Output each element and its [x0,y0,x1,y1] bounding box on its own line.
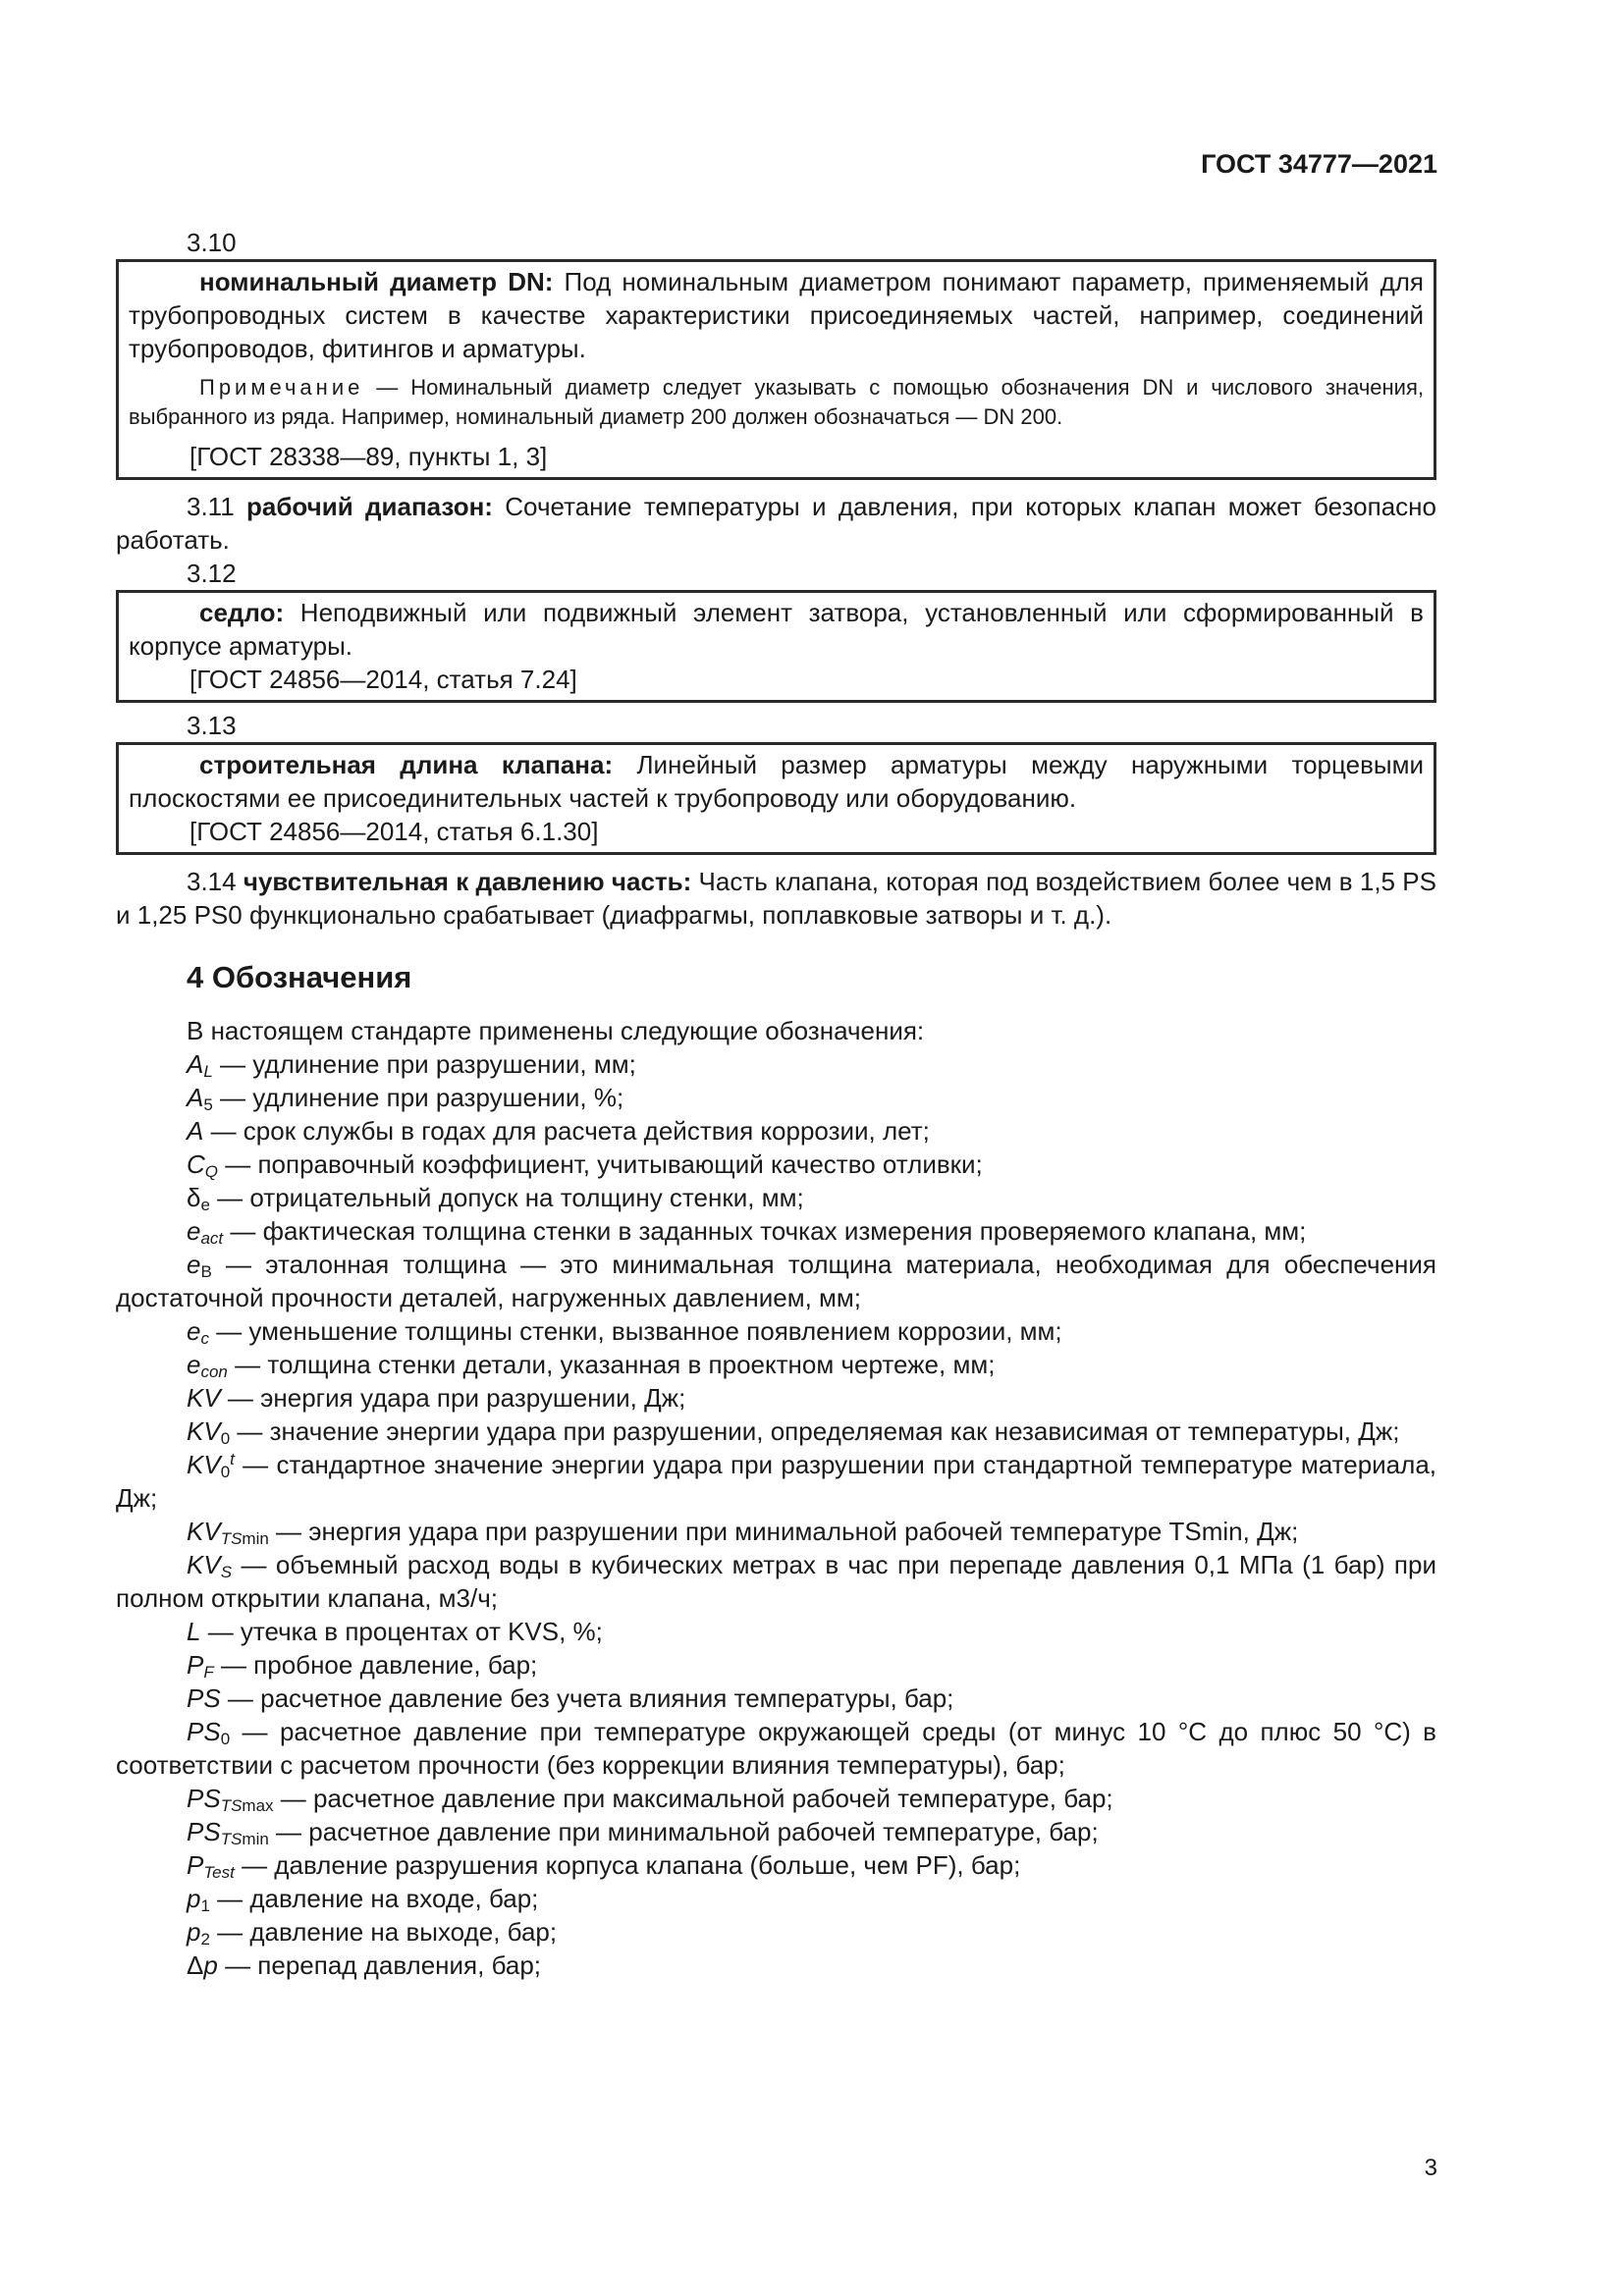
symbol-notation: $A_5$ [187,1083,213,1114]
symbol-notation: PS [187,1683,221,1713]
symbol-item [116,1415,1436,1448]
clause-number-3-10: 3.10 [187,228,237,257]
symbol-notation: L [187,1617,201,1646]
symbol-description: — срок службы в годах для расчета действия коррозии, лет; [203,1116,930,1146]
symbol-notation: KV [187,1383,221,1413]
clause-box-3-12 [116,590,1436,703]
symbol-item [116,1882,1436,1915]
symbol-description: — расчетное давление при минимальной рабочей температуре, бар; [268,1817,1099,1846]
symbol-notation: $e_{con}$ [187,1350,228,1381]
symbol-item [116,1314,1436,1348]
symbol-notation: $e_{act}$ [187,1216,224,1248]
symbol-notation: $A_L$ [187,1049,213,1081]
symbol-notation: $p_2$ [187,1917,210,1949]
symbol-description: — фактическая толщина стенки в заданных точках измерения проверяемого клапана, мм; [223,1216,1307,1246]
symbol-description: — уменьшение толщины стенки, вызванное появлением коррозии, мм; [208,1316,1062,1346]
symbol-description: — значение энергии удара при разрушении, определяемая как независимая от температуры, Дж; [230,1416,1400,1446]
definition-text: Линейный размер арматуры между наружными торцевыми плоскостями ее присоединительных частей к трубопроводу или оборудованию. [129,750,1424,813]
clause-reference: [ГОСТ 24856—2014, статья 7.24] [189,665,577,694]
page-number: 3 [1424,2155,1437,2181]
clause-definition-3-10 [129,265,1424,365]
symbol-notation: $P_{Test}$ [187,1850,235,1882]
symbol-description: — эталонная толщина — это минимальная толщина материала, необходимая для обеспечения достаточной прочности деталей, нагруженных давлением, мм; [116,1250,1436,1312]
symbol-item [116,1515,1436,1548]
symbol-description: — энергия удара при разрушении при минимальной рабочей температуре TSmin, Дж; [268,1517,1299,1546]
symbol-item [116,1348,1436,1381]
section-intro: В настоящем стандарте применены следующие обозначения: [187,1016,925,1045]
clause-number-3-13: 3.13 [187,711,237,740]
symbol-description: — пробное давление, бар; [213,1650,538,1680]
clause-number-3-14: 3.14 [187,867,237,896]
symbol-notation: $e_c$ [187,1316,209,1348]
symbol-notation: A [187,1116,204,1146]
symbol-item [116,1915,1436,1949]
symbol-notation: $PS_{TSmin}$ [187,1817,269,1848]
clause-definition-3-13 [129,748,1424,815]
symbol-description: — расчетное давление без учета влияния температуры, бар; [220,1683,954,1713]
symbol-description: — объемный расход воды в кубических метрах в час при перепаде давления 0,1 МПа (1 бар) при полном открытии клапана, м3/ч; [116,1550,1436,1613]
symbol-notation: Δp [187,1950,218,1980]
clause-box-3-13 [116,742,1436,855]
symbol-item [116,1815,1436,1848]
symbol-description: — удлинение при разрушении, %; [212,1083,624,1112]
symbol-item [116,1081,1436,1114]
symbol-description: — энергия удара при разрушении, Дж; [220,1383,686,1413]
symbol-notation: $PS_{TSmax}$ [187,1784,274,1815]
note-text: — Номинальный диаметр следует указывать с помощью обозначения DN и числового значения, выбранного из ряда. Например, номинальный диаметр 200 должен обозначаться — DN 200. [129,375,1424,429]
clause-note [129,373,1424,432]
symbol-description: — поправочный коэффициент, учитывающий качество отливки; [218,1149,983,1179]
symbol-item [116,1782,1436,1815]
symbol-notation: $PS_0$ [187,1717,231,1748]
document-header-code: ГОСТ 34777—2021 [1201,149,1437,179]
symbol-item [116,1214,1436,1248]
clause-term: седло: [199,598,285,627]
symbol-description: — утечка в процентах от KVS, %; [200,1617,603,1646]
symbol-notation: $KV_{TSmin}$ [187,1517,269,1548]
symbol-item [116,1448,1436,1515]
note-label: Примечание [199,375,364,400]
clause-number-3-11: 3.11 [187,492,235,521]
symbol-notation: $KV_0^t$ [187,1450,235,1481]
clause-definition-3-12 [129,596,1424,663]
clause-box-3-10 [116,259,1436,480]
clause-reference: [ГОСТ 24856—2014, статья 6.1.30] [189,817,599,846]
symbol-notation: $KV_0$ [187,1416,231,1448]
symbol-notation: $p_1$ [187,1884,210,1915]
definition-text: Сочетание температуры и давления, при которых клапан может безопасно работать. [116,492,1436,555]
symbol-description: — перепад давления, бар; [217,1950,542,1980]
clause-number-3-12: 3.12 [187,559,237,588]
symbol-notation: $P_F$ [187,1650,214,1682]
symbol-notation: $e_B$ [187,1250,212,1281]
symbol-item [116,1949,1436,1982]
symbol-item [116,1682,1436,1715]
definition-text: Неподвижный или подвижный элемент затвора, установленный или сформированный в корпусе арматуры. [129,598,1424,661]
clause-reference: [ГОСТ 28338—89, пункты 1, 3] [189,442,548,471]
symbol-item [116,1248,1436,1314]
symbol-item [116,1047,1436,1081]
symbol-notation: $KV_S$ [187,1550,233,1581]
symbol-description: — толщина стенки детали, указанная в проектном чертеже, мм; [227,1350,996,1379]
clause-3-14 [116,865,1436,932]
symbol-item [116,1114,1436,1148]
symbol-item [116,1615,1436,1648]
symbol-description: — отрицательный допуск на толщину стенки, мм; [209,1183,804,1212]
symbol-description: — давление на входе, бар; [209,1884,539,1913]
symbol-item [116,1648,1436,1682]
definition-text: Под номинальным диаметром понимают параметр, применяемый для трубопроводных систем в качестве характеристики присоединяемых частей, например, соединений трубопроводов, фитингов и арматуры. [129,267,1424,363]
symbol-description: — расчетное давление при температуре окружающей среды (от минус 10 °С до плюс 50 °С) в соответствии с расчетом прочности (без коррекции влияния температуры), бар; [116,1717,1436,1780]
symbol-notation: $C_Q$ [187,1149,219,1181]
symbol-item [116,1381,1436,1415]
definition-text: Часть клапана, которая под воздействием более чем в 1,5 PS и 1,25 PS0 функционально срабатывает (диафрагмы, поплавковые затворы и т. д.). [116,867,1436,930]
clause-term: чувствительная к давлению часть: [243,867,692,896]
symbol-item [116,1548,1436,1615]
symbol-description: — удлинение при разрушении, мм; [212,1049,636,1079]
clause-3-11 [116,490,1436,557]
page-content [116,226,1436,1982]
clause-term: номинальный диаметр DN: [199,267,554,296]
symbol-notation: $\delta_e$ [187,1183,210,1214]
symbol-description: — давление разрушения корпуса клапана (больше, чем PF), бар; [234,1850,1021,1880]
symbol-item [116,1148,1436,1181]
symbol-list [116,1047,1436,1982]
symbol-item [116,1181,1436,1214]
symbol-description: — стандартное значение энергии удара при разрушении при стандартной температуре материала, Дж; [116,1450,1436,1513]
clause-term: рабочий диапазон: [246,492,493,521]
symbol-item [116,1848,1436,1882]
symbol-item [116,1715,1436,1782]
clause-term: строительная длина клапана: [199,750,614,779]
section-heading: 4 Обозначения [187,960,412,994]
symbol-description: — расчетное давление при максимальной рабочей температуре, бар; [273,1784,1113,1813]
symbol-description: — давление на выходе, бар; [209,1917,558,1947]
